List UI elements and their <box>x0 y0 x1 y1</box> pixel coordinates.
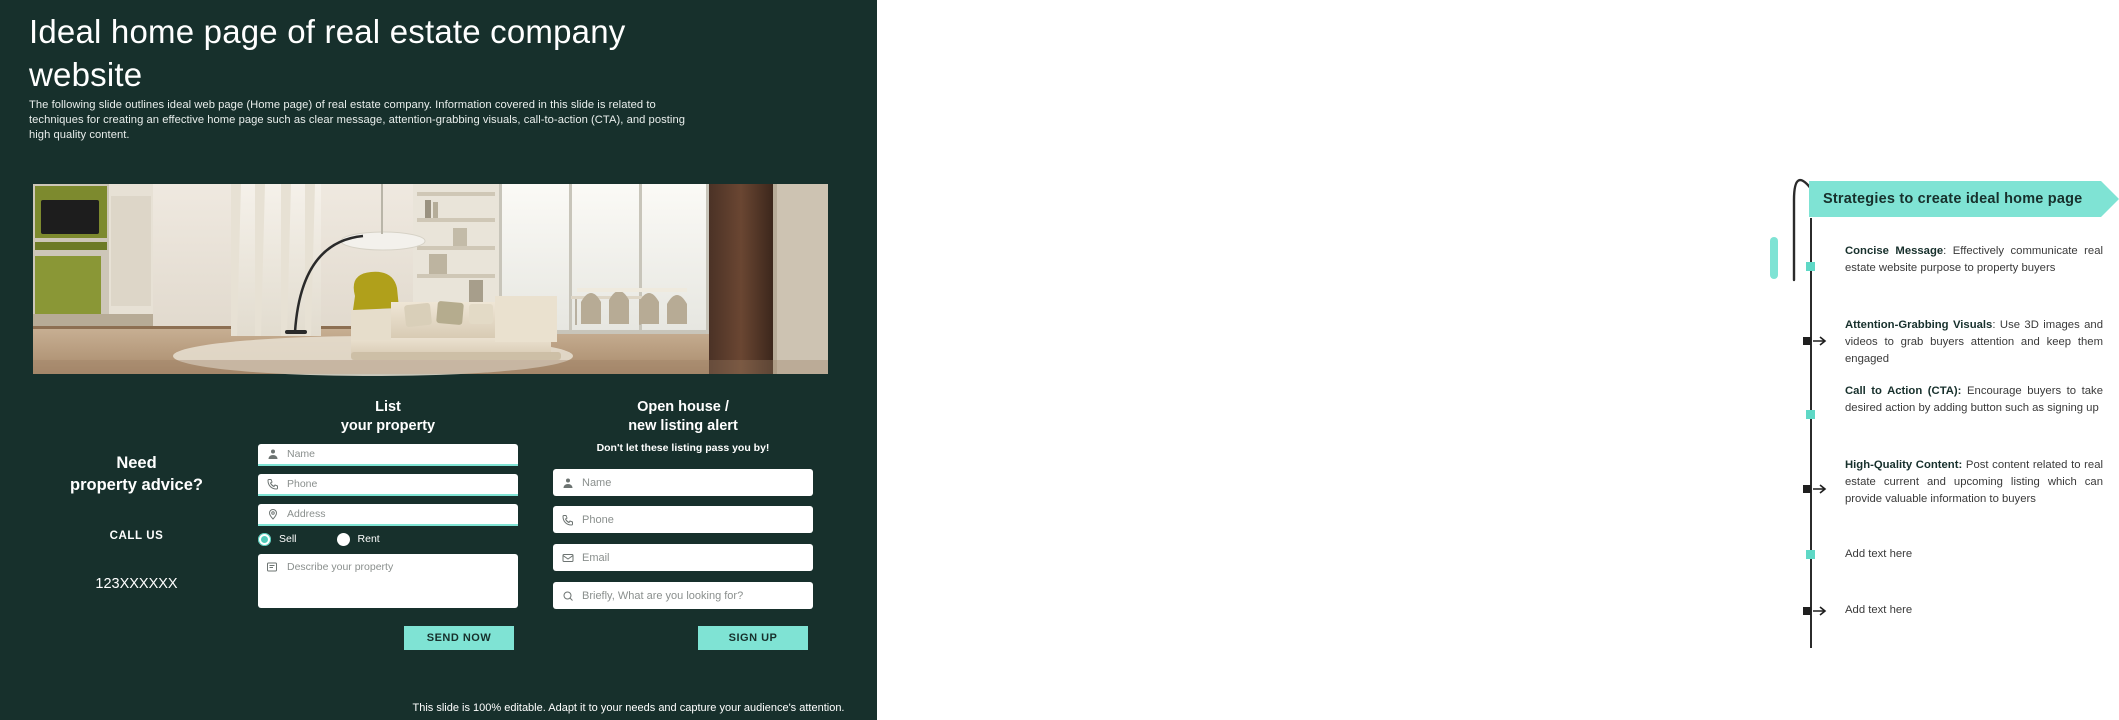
phone-icon <box>561 513 575 527</box>
open-house-heading <box>553 398 813 436</box>
radio-sell-indicator[interactable] <box>258 533 271 546</box>
timeline-arrow-marker <box>1803 604 1831 618</box>
alert-phone-placeholder: Phone <box>582 513 614 526</box>
strategy-body-2: Use 3D images and videos to grab buyers attention and keep them engaged <box>1845 319 2103 365</box>
location-pin-icon <box>266 507 280 521</box>
list-phone-input[interactable] <box>258 474 518 496</box>
call-us-label: CALL US <box>109 530 164 542</box>
arrow-right-icon <box>1813 605 1829 617</box>
strategy-text-5: Add text here <box>1845 548 1913 560</box>
need-advice-heading <box>34 452 239 496</box>
strategy-text-3 <box>1845 383 2103 417</box>
alert-heading-line-2: new listing alert <box>628 418 738 434</box>
strategy-text-4 <box>1845 457 2103 507</box>
right-panel <box>877 0 2104 720</box>
list-name-input[interactable] <box>258 444 518 466</box>
alert-search-input[interactable] <box>553 582 813 609</box>
timeline-square <box>1803 337 1811 345</box>
list-heading-line-2: your property <box>340 418 436 434</box>
strategy-body-1: Effectively communicate real estate website purpose to property buyers <box>1845 245 2104 274</box>
advice-line-1: Need <box>116 454 157 472</box>
sell-rent-radio-group[interactable] <box>258 531 518 547</box>
envelope-icon <box>561 551 575 565</box>
radio-rent-label: Rent <box>357 533 380 545</box>
page-subtitle: The following slide outlines ideal web page (Home page) of real estate company. Information covered in this slide is related to techniques for creating an effective home page such as clear message, attention-grabbing visuals, call-to-action (CTA), and posting high quality content. <box>29 99 685 141</box>
alert-phone-input[interactable] <box>553 506 813 533</box>
arrow-right-icon <box>1813 335 1829 347</box>
radio-rent-indicator[interactable] <box>337 533 350 546</box>
timeline-dot-marker <box>1806 410 1815 419</box>
alert-heading-line-1: Open house / <box>637 399 729 415</box>
alert-email-input[interactable] <box>553 544 813 571</box>
radio-sell-label: Sell <box>279 533 297 545</box>
open-house-subheading: Don't let these listing pass you by! <box>596 442 770 454</box>
alert-name-input[interactable] <box>553 469 813 496</box>
strategy-title-4: High-Quality Content: <box>1845 459 1963 471</box>
radio-option-sell[interactable] <box>258 533 297 546</box>
strategy-text-2 <box>1845 317 2103 367</box>
describe-property-textarea[interactable] <box>258 554 518 608</box>
radio-option-rent[interactable] <box>337 533 380 546</box>
alert-email-placeholder: Email <box>582 551 610 564</box>
strategy-sep-1: : <box>1943 245 1953 257</box>
note-icon <box>266 561 280 575</box>
alert-name-placeholder: Name <box>582 476 612 489</box>
describe-property-placeholder: Describe your property <box>287 561 394 573</box>
search-icon <box>561 589 575 603</box>
timeline-dot-marker <box>1806 550 1815 559</box>
sign-up-button[interactable]: SIGN UP <box>698 626 808 650</box>
living-room-photo <box>33 184 828 374</box>
banner-label: Strategies to create ideal home page <box>1823 191 2083 207</box>
timeline-square <box>1803 607 1811 615</box>
list-property-heading <box>258 398 518 436</box>
timeline-axis <box>1810 218 1812 648</box>
timeline-arrow-marker <box>1803 334 1831 348</box>
strategy-sep-2: : <box>1992 319 2000 331</box>
timeline-arrow-marker <box>1803 482 1831 496</box>
strategy-body-3: Encourage buyers to take desired action by adding button such as signing up <box>1845 385 2103 414</box>
strategies-banner <box>1809 181 2119 217</box>
strategy-text-6: Add text here <box>1845 604 1913 616</box>
timeline-square <box>1803 485 1811 493</box>
list-address-placeholder: Address <box>287 508 326 520</box>
list-name-placeholder: Name <box>287 448 316 460</box>
list-heading-line-1: List <box>375 399 401 415</box>
advice-line-2: property advice? <box>70 476 203 494</box>
strategy-title-1: Concise Message <box>1845 245 1944 257</box>
strategy-title-2: Attention-Grabbing Visuals <box>1845 319 1993 331</box>
left-panel <box>0 0 877 720</box>
strategy-title-3: Call to Action (CTA): <box>1845 385 1962 397</box>
phone-icon <box>266 477 280 491</box>
strategy-body-4: Post content related to real estate current and upcoming listing which can provide valuable information to buyers <box>1845 459 2103 505</box>
list-address-input[interactable] <box>258 504 518 526</box>
strategy-text-1 <box>1845 243 2103 277</box>
accent-tab <box>1770 237 1778 279</box>
timeline-dot-marker <box>1806 262 1815 271</box>
send-now-button[interactable]: SEND NOW <box>404 626 514 650</box>
footer-note: This slide is 100% editable. Adapt it to your needs and capture your audience's attention. <box>412 702 845 714</box>
alert-search-placeholder: Briefly, What are you looking for? <box>582 589 744 602</box>
arrow-right-icon <box>1813 483 1829 495</box>
phone-number[interactable]: 123XXXXXX <box>95 576 178 592</box>
user-icon <box>561 476 575 490</box>
user-icon <box>266 447 280 461</box>
list-phone-placeholder: Phone <box>287 478 318 490</box>
page-title: Ideal home page of real estate company website <box>29 13 626 93</box>
